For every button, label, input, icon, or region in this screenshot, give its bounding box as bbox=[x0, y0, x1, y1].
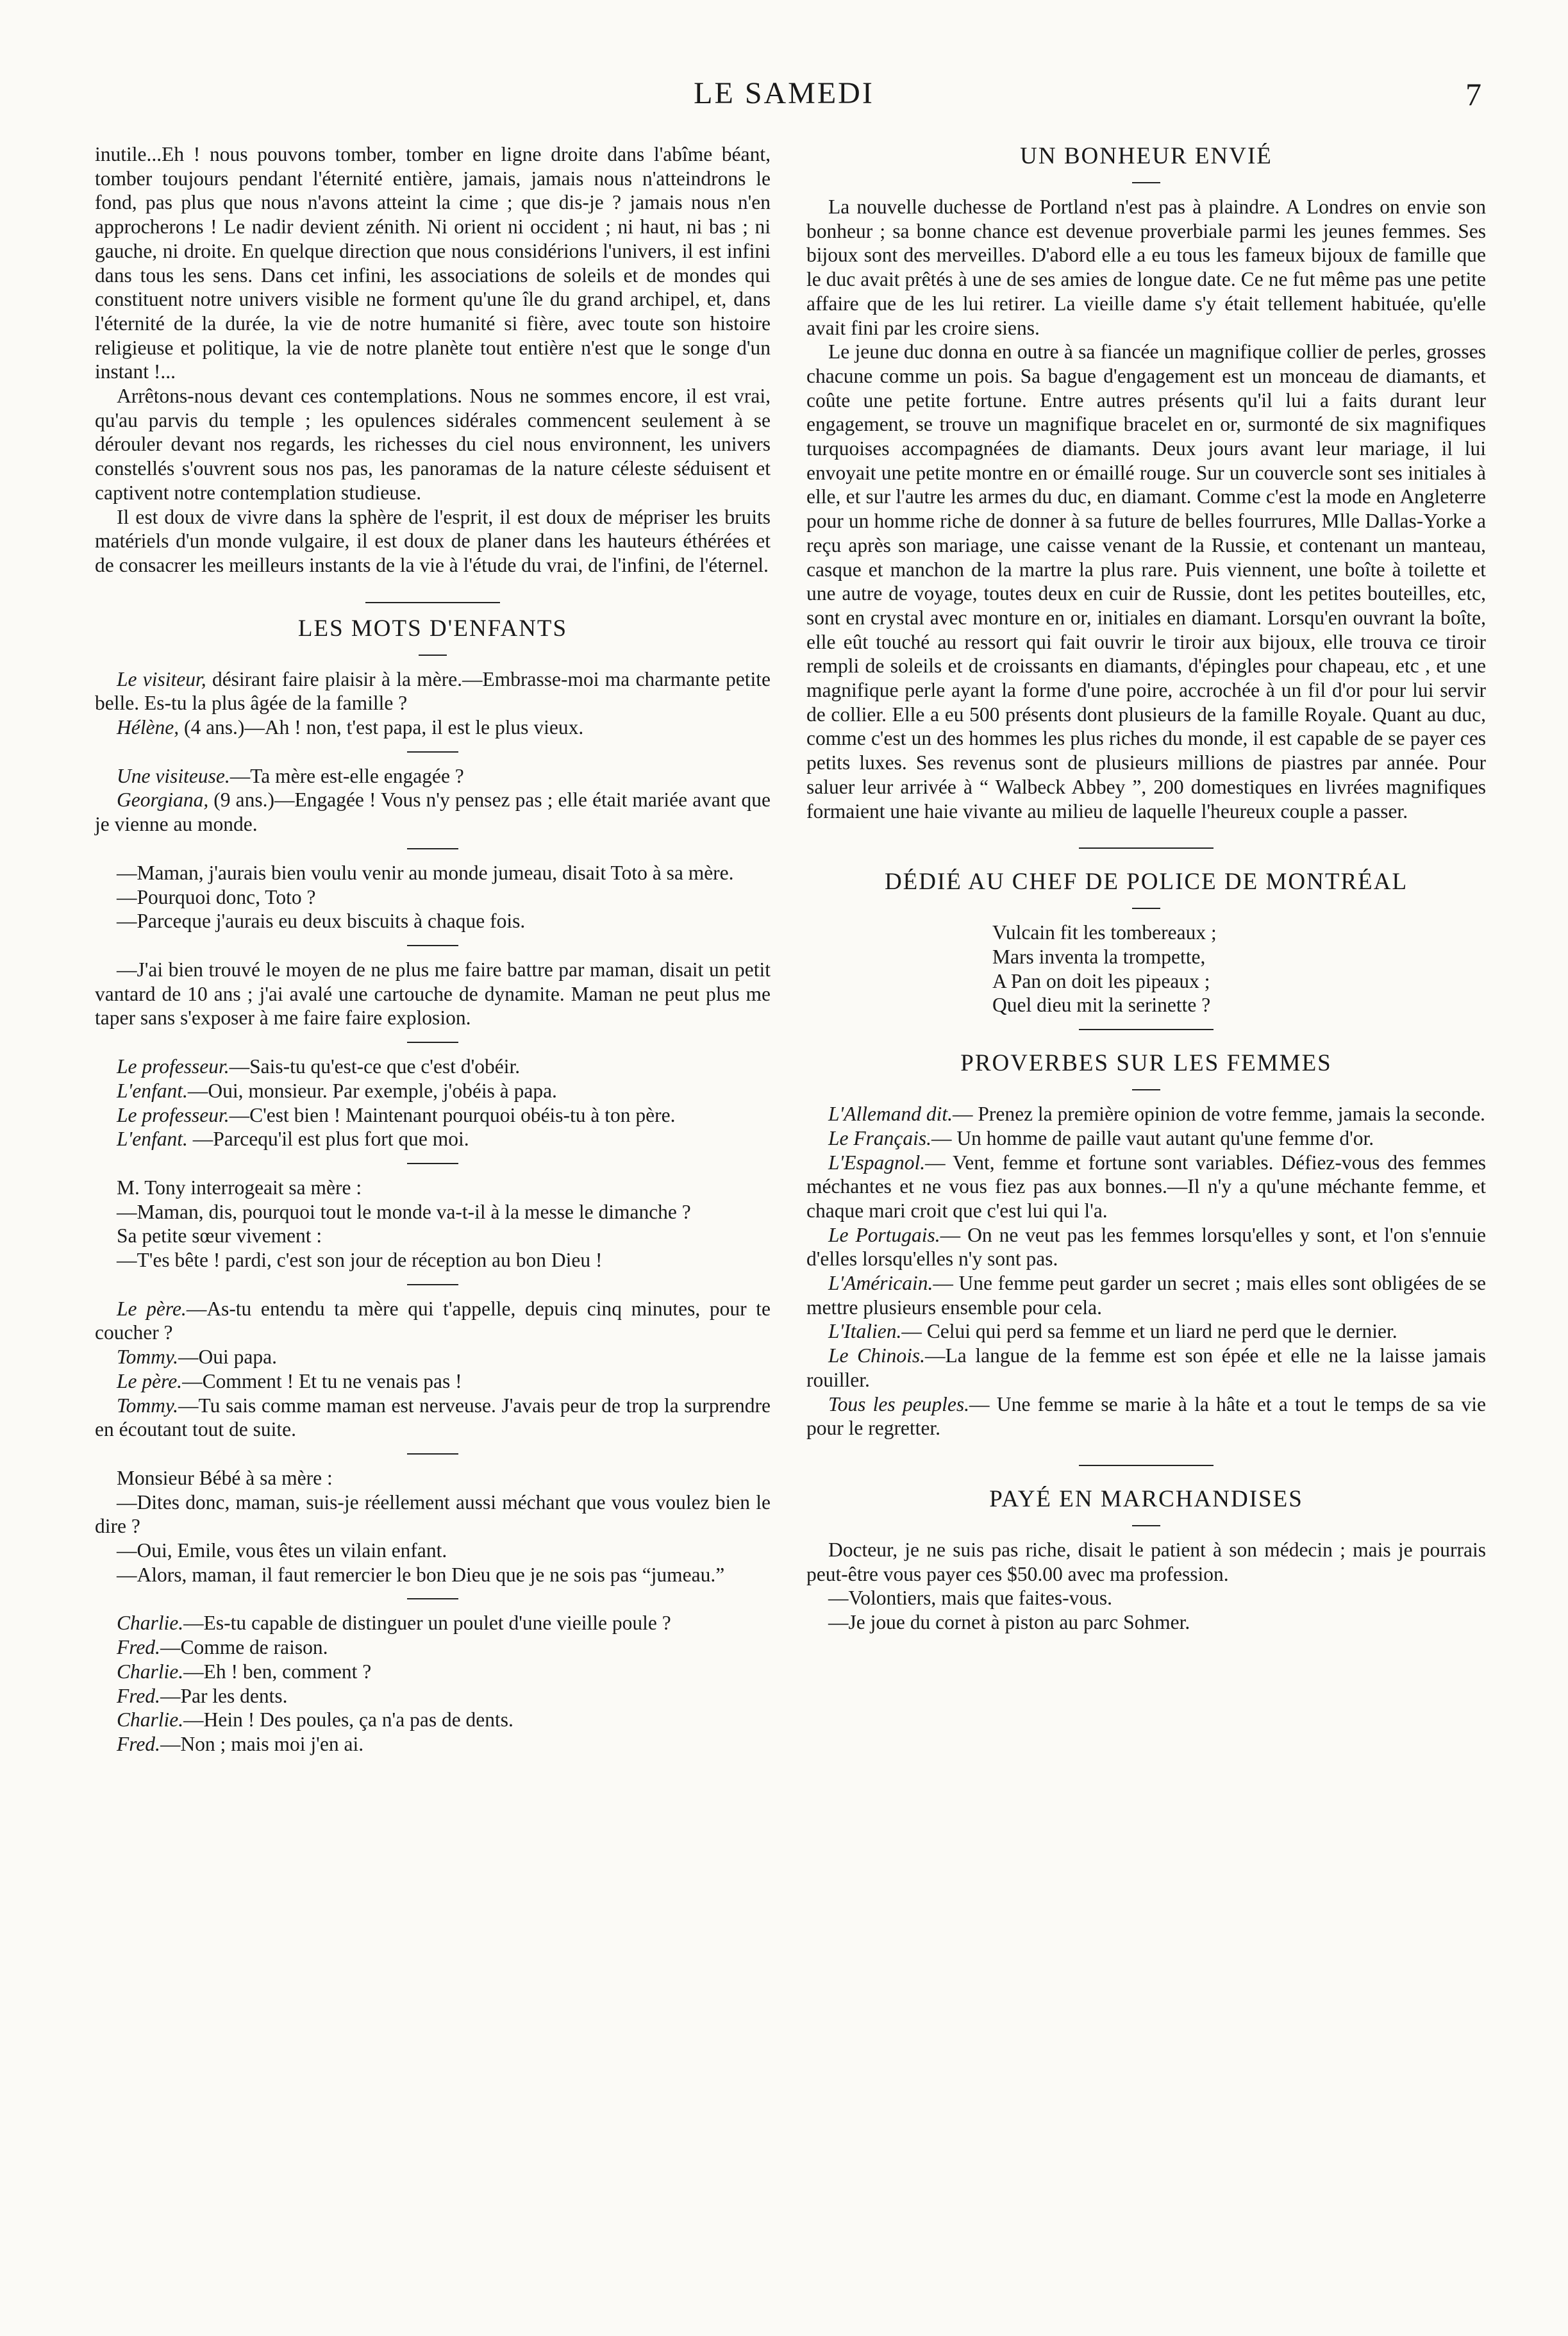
anecdote-5 bbox=[95, 1055, 771, 1151]
dialogue-line: —Oui, Emile, vous êtes un vilain enfant. bbox=[117, 1539, 447, 1562]
anecdote-9 bbox=[95, 1611, 771, 1756]
dialogue-line: —Comme de raison. bbox=[160, 1636, 328, 1659]
speaker: Le Portugais. bbox=[828, 1223, 940, 1246]
proverb: Le Chinois.—La langue de la femme est son épée et elle ne la laisse jamais rouiller. bbox=[806, 1344, 1487, 1391]
proverb: L'Allemand dit.— Prenez la première opinion de votre femme, jamais la seconde. bbox=[828, 1103, 1485, 1126]
dialogue-line: —Maman, j'aurais bien voulu venir au monde jumeau, disait Toto à sa mère. bbox=[117, 861, 734, 884]
speaker: L'Espagnol. bbox=[828, 1151, 926, 1174]
speaker: Hélène, bbox=[117, 716, 179, 739]
speaker: Le Chinois. bbox=[828, 1344, 926, 1367]
speaker: Charlie. bbox=[117, 1612, 184, 1635]
dialogue-line: Docteur, je ne suis pas riche, disait le patient à son médecin ; mais je pourrais peut-être vous payer ces $50.00 avec ma profession. bbox=[806, 1538, 1486, 1585]
proverb: L'Américain.— Une femme peut garder un secret ; mais elles sont obligées de se mettre plusieurs ensemble pour cela. bbox=[806, 1272, 1486, 1319]
page-header bbox=[0, 76, 1568, 121]
anecdote-1 bbox=[95, 667, 771, 740]
article-paragraph: Le jeune duc donna en outre à sa fiancée un magnifique collier de perles, grosses chacune comme un pois. Sa bague d'engagement est un monceau de diamants, et coûte une petite fortune. Entre autres présents qu'il lui a faits durant leur engagement, se trouve un magnifique bracelet en or, surmonté de six magnifiques turquoises accompagnées de diamants. Deux jours avant leur mariage, il lui envoyait une petite montre en or émaillé rouge. Sur un couvercle sont ses initiales à elle, et sur l'autre les armes du duc, en diamant. Comme c'est la mode en Angleterre pour un homme riche de donner à sa future de belles fourrures, Mlle Dallas-Yorke a reçu après son mariage, une caisse venant de la Russie, et contenant un manteau, casque et manchon de la martre la plus rare. Puis viennent, une boîte à toilette et une autre de voyage, toutes deux en cuir de Russie, dont les petites bouteilles, etc, sont en crystal avec monture en or, initiales en diamant. Lorsqu'en ouvrant la boîte, elle eût touché au ressort qui fait ouvrir le tiroir aux bijoux, elle trouva ce tiroir rempli de soleils et de croissants en diamants, d'épingles pour chapeau, etc , et une magnifique perle ayant la forme d'une poire, accrochée à un fil d'or pour lui servir de collier. Elle a eu 500 présents dont plusieurs de la famille Royale. Quant au duc, comme c'est un des hommes les plus riches du monde, il est capable de se payer ces petits luxes. Ses revenus sont de plusieurs millions de piastres par année. Pour saluer leur arrivée à “ Walbeck Abbey ”, 200 domestiques en livrées magnifiques formaient une haie vivante au milieu de laquelle l'heureux couple a passer. bbox=[806, 340, 1486, 822]
dialogue-line: —Oui, monsieur. Par exemple, j'obéis à papa. bbox=[187, 1079, 557, 1102]
speaker: Le père. bbox=[117, 1297, 187, 1320]
proverb: Le Français.— Un homme de paille vaut autant qu'une femme d'or. bbox=[828, 1126, 1374, 1149]
proverbs-list bbox=[806, 1102, 1486, 1440]
newspaper-title: LE SAMEDI bbox=[694, 76, 874, 110]
dialogue-line: —J'ai bien trouvé le moyen de ne plus me faire battre par maman, disait un petit vantard de 10 ans ; j'ai avalé une cartouche de dynamite. Maman ne peut plus me taper sans s'exposer à me faire faire explosion. bbox=[95, 958, 771, 1030]
anecdote-2 bbox=[95, 764, 771, 837]
poem-line: Quel dieu mit la serinette ? bbox=[992, 994, 1211, 1017]
speaker: Fred. bbox=[117, 1636, 160, 1659]
speaker: Le père. bbox=[117, 1369, 183, 1392]
dialogue-line: désirant faire plaisir à la mère.—Embrasse-moi ma charmante petite belle. Es-tu la plus âgée de la famille ? bbox=[95, 667, 771, 715]
speaker: Fred. bbox=[117, 1732, 160, 1755]
dialogue-line: —Par les dents. bbox=[160, 1684, 288, 1707]
dialogue-line: —As-tu entendu ta mère qui t'appelle, depuis cinq minutes, pour te coucher ? bbox=[95, 1297, 771, 1344]
dialogue-line: M. Tony interrogeait sa mère : bbox=[117, 1176, 362, 1199]
speaker: L'Allemand dit. bbox=[828, 1103, 953, 1126]
dialogue-line: —Parcequ'il est plus fort que moi. bbox=[187, 1128, 469, 1151]
speaker: Fred. bbox=[117, 1684, 160, 1707]
speaker: Tommy. bbox=[117, 1346, 178, 1369]
section-title-paye: PAYÉ EN MARCHANDISES bbox=[989, 1485, 1303, 1512]
article-paragraph: inutile...Eh ! nous pouvons tomber, tomber en ligne droite dans l'abîme béant, tomber toujours pendant l'éternité entière, jamais, jamais nous n'atteindrons le fond, pas plus que nous n'avons atteint la cime ; que dis-je ? jamais nous n'en approcherons ! Le nadir devient zénith. Ni orient ni occident ; ni haut, ni bas ; ni gauche, ni droite. En quelque direction que nous considérions l'univers, il est infini dans tous les sens. Dans cet infini, les associations de soleils et de mondes qui constituent notre univers visible ne forment qu'une île du grand archipel, et, dans l'éternité de la durée, la vie de notre humanité si fière, avec toute son histoire religieuse et politique, la vie de notre planète tout entière n'est que le songe d'un instant !... bbox=[95, 143, 771, 383]
dialogue-line: —Oui papa. bbox=[178, 1346, 277, 1369]
speaker: Tommy. bbox=[117, 1394, 178, 1417]
speaker: Une visiteuse. bbox=[117, 764, 230, 787]
speaker: Charlie. bbox=[117, 1660, 184, 1683]
article-paragraph: Il est doux de vivre dans la sphère de l'esprit, il est doux de mépriser les bruits matériels d'un monde vulgaire, il est doux de planer dans les hauteurs éthérées et de consacrer les meilleurs instants de la vie à l'étude du vrai, de l'infini, de l'éternel. bbox=[95, 505, 771, 576]
speaker: Le Français. bbox=[828, 1126, 931, 1149]
speaker: L'enfant. bbox=[117, 1128, 188, 1151]
section-title-mots-enfants: LES MOTS D'ENFANTS bbox=[297, 615, 568, 642]
dialogue-line: (9 ans.)—Engagée ! Vous n'y pensez pas ; elle était mariée avant que je vienne au monde. bbox=[95, 788, 771, 836]
section-title-proverbes: PROVERBES SUR LES FEMMES bbox=[960, 1050, 1332, 1077]
speaker: Tous les peuples. bbox=[828, 1392, 970, 1415]
left-column bbox=[95, 142, 771, 1756]
dialogue-line: —Non ; mais moi j'en ai. bbox=[160, 1732, 364, 1755]
speaker: L'Italien. bbox=[828, 1320, 902, 1343]
dialogue-line: —Sais-tu qu'est-ce que c'est d'obéir. bbox=[229, 1055, 521, 1078]
anecdote-7 bbox=[95, 1297, 771, 1442]
poem-line: Vulcain fit les tombereaux ; bbox=[992, 921, 1217, 944]
proverb: Le Portugais.— On ne veut pas les femmes lorsqu'elles y sont, et l'on s'ennuie d'elles lorsqu'elles n'y sont pas. bbox=[806, 1223, 1486, 1271]
proverb: L'Italien.— Celui qui perd sa femme et un liard ne perd que le dernier. bbox=[828, 1320, 1397, 1343]
dialogue-line: —Volontiers, mais que faites-vous. bbox=[828, 1587, 1112, 1610]
astronomy-article-end bbox=[95, 142, 771, 578]
dialogue-line: —Maman, dis, pourquoi tout le monde va-t-il à la messe le dimanche ? bbox=[117, 1200, 691, 1223]
anecdote-6 bbox=[95, 1176, 771, 1272]
dialogue-line: —Alors, maman, il faut remercier le bon Dieu que je ne sois pas “jumeau.” bbox=[117, 1563, 725, 1586]
speaker: Le professeur. bbox=[117, 1055, 229, 1078]
speaker: Le professeur. bbox=[117, 1103, 229, 1126]
anecdote-8 bbox=[95, 1466, 771, 1587]
speaker: L'enfant. bbox=[117, 1079, 188, 1102]
dialogue-line: —Eh ! ben, comment ? bbox=[183, 1660, 372, 1683]
section-title-police: DÉDIÉ AU CHEF DE POLICE DE MONTRÉAL bbox=[884, 869, 1408, 896]
dialogue-line: —Tu sais comme maman est nerveuse. J'avais peur de trop la surprendre en écoutant tout de suite. bbox=[95, 1394, 771, 1441]
dialogue-line: (4 ans.)—Ah ! non, t'est papa, il est le plus vieux. bbox=[179, 716, 584, 739]
proverb: L'Espagnol.— Vent, femme et fortune sont variables. Défiez-vous des femmes méchantes et ne vous fiez pas aux bonnes.—Il n'y a qu'une méchante femme, et chaque mari croit que c'est lui qui l'a. bbox=[806, 1151, 1486, 1222]
section-title-bonheur: UN BONHEUR ENVIÉ bbox=[1020, 143, 1272, 169]
dialogue-line: —Ta mère est-elle engagée ? bbox=[229, 764, 464, 787]
poem-line: Mars inventa la trompette, bbox=[992, 945, 1206, 968]
anecdote-4 bbox=[95, 958, 771, 1030]
dialogue-line: —T'es bête ! pardi, c'est son jour de réception au bon Dieu ! bbox=[117, 1249, 603, 1272]
right-column bbox=[806, 142, 1486, 1635]
proverb: Tous les peuples.— Une femme se marie à la hâte et a tout le temps de sa vie pour le regretter. bbox=[806, 1392, 1486, 1440]
poem-line: A Pan on doit les pipeaux ; bbox=[992, 969, 1210, 992]
poem bbox=[992, 921, 1486, 1017]
dialogue-line: —Pourquoi donc, Toto ? bbox=[117, 885, 316, 908]
dialogue-line: —Dites donc, maman, suis-je réellement aussi méchant que vous voulez bien le dire ? bbox=[95, 1490, 771, 1538]
page-number: 7 bbox=[1465, 76, 1481, 112]
article-paragraph: La nouvelle duchesse de Portland n'est pas à plaindre. A Londres on envie son bonheur ; sa bonne chance est devenue proverbiale parmi les jeunes femmes. Ses bijoux sont des merveilles. D'abord elle a eu tous les fameux bijoux de famille que le duc avait prêtés à une de ses amies de longue date. Ce ne fut même pas une petite affaire que de les lui retirer. La vieille dame s'y était tellement habituée, qu'elle avait fini par les croire siens. bbox=[806, 196, 1486, 339]
dialogue-line: —Comment ! Et tu ne venais pas ! bbox=[182, 1369, 462, 1392]
dialogue-line: Sa petite sœur vivement : bbox=[117, 1224, 322, 1247]
dialogue-line: —Parceque j'aurais eu deux biscuits à chaque fois. bbox=[117, 910, 526, 933]
speaker: Charlie. bbox=[117, 1708, 184, 1731]
dialogue-line: —Es-tu capable de distinguer un poulet d'une vieille poule ? bbox=[183, 1612, 671, 1635]
anecdote-3 bbox=[95, 861, 771, 933]
speaker: Georgiana, bbox=[117, 788, 209, 812]
speaker: L'Américain. bbox=[828, 1272, 933, 1295]
dialogue-line: Monsieur Bébé à sa mère : bbox=[117, 1466, 333, 1489]
dialogue-line: —Hein ! Des poules, ça n'a pas de dents. bbox=[183, 1708, 513, 1731]
dialogue-line: —C'est bien ! Maintenant pourquoi obéis-tu à ton père. bbox=[229, 1103, 676, 1126]
article-paragraph: Arrêtons-nous devant ces contemplations. Nous ne sommes encore, il est vrai, qu'au parvis du temple ; les opulences sidérales commencent seulement à se dérouler devant nos regards, les richesses du ciel nous environnent, les univers constellés s'ouvrent sous nos pas, les panoramas de la nature céleste séduisent et captivent notre contemplation studieuse. bbox=[95, 385, 771, 504]
speaker: Le visiteur, bbox=[117, 667, 206, 690]
dialogue-line: —Je joue du cornet à piston au parc Sohmer. bbox=[828, 1611, 1190, 1634]
